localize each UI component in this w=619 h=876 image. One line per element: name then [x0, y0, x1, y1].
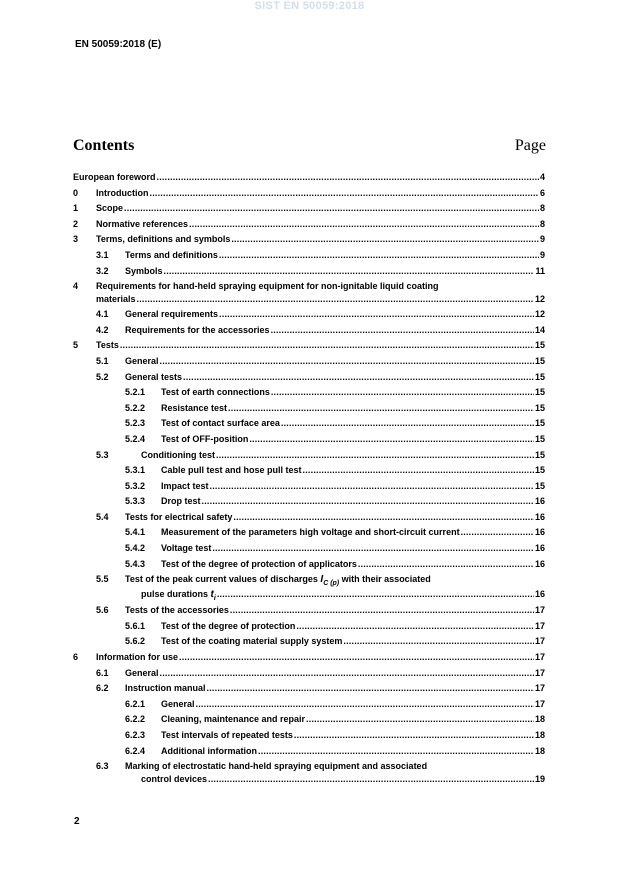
toc-entry[interactable] — [73, 232, 545, 248]
toc-entry-number: 6.2.1 — [125, 698, 146, 709]
toc-entry-title: Cleaning, maintenance and repair — [161, 714, 306, 725]
toc-entry-page: 6 — [539, 187, 545, 198]
symbol-duration — [210, 589, 216, 603]
toc-entry-title: Test of contact surface area — [161, 418, 280, 429]
toc-entry-title: Scope — [96, 203, 124, 214]
toc-entry-title: Additional information — [161, 745, 257, 756]
toc-entry-page: 12 — [534, 309, 545, 320]
document-id: EN 50059:2018 (E) — [75, 39, 162, 50]
toc-entry-title: Terms and definitions — [125, 249, 218, 260]
toc-entry[interactable] — [73, 416, 545, 432]
toc-entry[interactable] — [73, 541, 545, 557]
toc-entry-title: General — [161, 698, 195, 709]
toc-entry-number: 6.3 — [96, 761, 109, 772]
symbol-duration-main: t — [210, 589, 214, 601]
toc-entry-page: 16 — [534, 496, 545, 507]
toc-entry-number: 5.2.1 — [125, 387, 146, 398]
toc-entry-title: Introduction — [96, 187, 149, 198]
toc-entry-title: General tests — [125, 371, 183, 382]
toc-title: Contents — [73, 137, 135, 154]
toc-entry-title: General requirements — [125, 309, 219, 320]
watermark: SIST EN 50059:2018 — [254, 0, 365, 12]
toc-entry[interactable] — [73, 728, 545, 744]
toc-entry-title: Cable pull test and hose pull test — [161, 465, 302, 476]
toc-entry-title: Test of earth connections — [161, 387, 270, 398]
symbol-current — [320, 574, 340, 588]
toc-entry[interactable] — [73, 681, 545, 697]
toc-entry-number: 5.6.2 — [125, 636, 146, 647]
toc-entry-number: 5.2.3 — [125, 418, 146, 429]
toc-entry-number: 5.3 — [96, 449, 109, 460]
toc-entry-title: Instruction manual — [125, 683, 206, 694]
toc-entry-number: 0 — [73, 187, 79, 198]
toc-entry[interactable] — [73, 525, 545, 541]
toc-entry[interactable] — [73, 650, 545, 666]
toc-entry-page: 17 — [534, 620, 545, 631]
toc-entry-page: 16 — [534, 511, 545, 522]
toc-entry-page: 18 — [534, 714, 545, 725]
toc-entry[interactable] — [73, 697, 545, 713]
toc-entry-number: 3.1 — [96, 249, 109, 260]
toc-entry-page: 16 — [534, 558, 545, 569]
toc-entry[interactable] — [73, 186, 545, 202]
toc-entry-title: General — [125, 667, 159, 678]
toc-entry-page: 15 — [534, 387, 545, 398]
toc-entry-page: 14 — [534, 324, 545, 335]
symbol-duration-sub: i — [213, 595, 216, 603]
toc-entry-title-post: with their associated — [341, 574, 431, 585]
toc-entry-title: Tests of the accessories — [125, 605, 229, 616]
toc-entry-number: 6.2.3 — [125, 730, 146, 740]
toc-entry-page: 16 — [534, 589, 545, 600]
toc-entry-page: 4 — [539, 172, 545, 182]
toc-entry[interactable] — [73, 201, 545, 217]
toc-entry-page: 12 — [534, 293, 545, 304]
toc-entry-page: 17 — [534, 667, 545, 678]
toc-entry-page: 16 — [534, 527, 545, 538]
toc-entry[interactable] — [73, 264, 545, 280]
toc-entry-page: 18 — [534, 730, 545, 740]
toc-entry-title: General — [125, 355, 159, 366]
toc-entry-title: Normative references — [96, 218, 189, 229]
toc-entry-page: 8 — [539, 203, 545, 214]
symbol-current-main: I — [320, 574, 324, 586]
toc-entry-page: 19 — [534, 773, 545, 784]
toc-entry-title: Measurement of the parameters high voltage and short-circuit current — [161, 527, 460, 538]
toc-entry[interactable] — [73, 572, 545, 603]
toc-entry-title: Impact test — [161, 480, 209, 491]
toc-entry-page: 17 — [534, 683, 545, 694]
toc-entry[interactable] — [73, 463, 545, 479]
toc-entry-number: 6.1 — [96, 667, 109, 678]
toc-entry-page: 16 — [534, 543, 545, 554]
toc-entry[interactable] — [73, 619, 545, 635]
toc-entry-number: 5.4 — [96, 511, 109, 522]
toc-entry-title: Conditioning test — [141, 449, 215, 460]
toc-entry-number: 3.2 — [96, 265, 109, 276]
toc-entry-page: 15 — [534, 418, 545, 429]
toc-entry-page: 15 — [534, 480, 545, 491]
toc-entry-title: European foreword — [73, 172, 156, 182]
toc-entry-page: 15 — [534, 371, 545, 382]
toc-entry-page: 17 — [534, 698, 545, 709]
toc-entry[interactable] — [73, 666, 545, 682]
toc-entry-number: 5.2 — [96, 371, 109, 382]
toc-entry[interactable] — [73, 370, 545, 386]
toc-entry-title: Test of OFF-position — [161, 433, 249, 444]
toc-entry-page: 15 — [534, 340, 545, 351]
toc-entry-page: 15 — [534, 465, 545, 476]
toc-entry-title: Drop test — [161, 496, 201, 507]
toc-entry[interactable] — [73, 170, 545, 186]
toc-entry-page: 15 — [534, 402, 545, 413]
toc-entry-number: 1 — [73, 203, 79, 214]
toc-entry[interactable] — [73, 217, 545, 233]
toc-entry-number: 5.3.2 — [125, 480, 146, 491]
toc-entry-title: Test of the degree of protection of applicators — [161, 558, 357, 569]
toc-entry[interactable] — [73, 432, 545, 448]
toc-page-label: Page — [514, 137, 546, 154]
toc-entry[interactable] — [73, 479, 545, 495]
toc-entry-title: Tests — [96, 340, 119, 351]
toc-entry[interactable] — [73, 354, 545, 370]
toc-entry[interactable] — [73, 248, 545, 264]
toc-entry-number: 6.2 — [96, 683, 109, 694]
toc-entry-number: 5.2.4 — [125, 433, 146, 444]
toc-entry-title: Resistance test — [161, 402, 228, 413]
toc-entry[interactable] — [73, 279, 545, 307]
toc-entry-page: 8 — [539, 218, 545, 229]
toc-entry[interactable] — [73, 338, 545, 354]
toc-entry-number: 4.2 — [96, 324, 109, 335]
toc-entry-title: Information for use — [96, 652, 179, 663]
toc-entry[interactable] — [73, 759, 545, 787]
toc-entry-number: 5.2.2 — [125, 402, 146, 413]
toc-entry-page: 17 — [534, 652, 545, 663]
toc-entry-title-pre: Test of the peak current values of discharges — [125, 574, 318, 585]
toc-entry-number: 5.5 — [96, 574, 109, 585]
toc-entry-title-line2: materials — [96, 293, 136, 304]
toc-entry-page: 15 — [534, 433, 545, 444]
toc-entry-title-line1: Marking of electrostatic hand-held spraying equipment and associated — [125, 761, 428, 772]
toc-entry[interactable] — [73, 603, 545, 619]
toc-entry-number: 6.2.2 — [125, 714, 146, 725]
toc-entry-title: Requirements for the accessories — [125, 324, 270, 335]
toc-entry-number: 5.3.1 — [125, 465, 146, 476]
toc-entry-title: Tests for electrical safety — [125, 511, 233, 522]
toc-entry[interactable] — [73, 448, 545, 464]
toc-entry[interactable] — [73, 494, 545, 510]
toc-entry[interactable] — [73, 401, 545, 417]
toc-entry-number: 5.4.3 — [125, 558, 146, 569]
toc-entry-page: 17 — [534, 605, 545, 616]
toc-entry-number: 5.6 — [96, 605, 109, 616]
toc-entry-number: 5.1 — [96, 355, 109, 366]
toc-entry-title: Voltage test — [161, 543, 212, 554]
toc-entry-number: 2 — [73, 218, 79, 229]
toc-entry-title-line2-text: pulse durations — [141, 589, 209, 600]
toc-entry-page: 9 — [539, 249, 545, 260]
toc-entry-number: 3 — [73, 234, 79, 245]
toc-entry-number: 4.1 — [96, 309, 109, 320]
toc-entry-page: 11 — [535, 265, 545, 276]
toc-entry-page: 15 — [534, 355, 545, 366]
toc-entry-title-line2: control devices — [141, 773, 208, 784]
toc-entry-title: Test of the degree of protection — [161, 620, 296, 631]
table-of-contents — [73, 170, 545, 787]
toc-entry-number: 5.4.1 — [125, 527, 146, 538]
toc-entry[interactable] — [73, 323, 545, 339]
toc-entry-number: 5.6.1 — [125, 620, 146, 631]
toc-entry[interactable] — [73, 634, 545, 650]
toc-entry-page: 15 — [534, 449, 545, 460]
toc-entry-number: 5 — [73, 340, 79, 351]
toc-entry-number: 5.4.2 — [125, 543, 146, 554]
toc-entry[interactable] — [73, 307, 545, 323]
toc-entry-title: Terms, definitions and symbols — [96, 234, 231, 245]
toc-entry-page: 18 — [534, 745, 545, 756]
page-number: 2 — [74, 816, 80, 827]
toc-entry[interactable] — [73, 712, 545, 728]
toc-entry-title: Test of the coating material supply system — [161, 636, 343, 647]
toc-entry[interactable] — [73, 385, 545, 401]
toc-entry[interactable] — [73, 744, 545, 760]
toc-entry-title: Test intervals of repeated tests — [161, 730, 293, 740]
toc-entry-title: Symbols — [125, 265, 163, 276]
symbol-current-sub: C (p) — [323, 580, 340, 588]
toc-entry-page: 9 — [539, 234, 545, 245]
toc-entry-page: 17 — [534, 636, 545, 647]
toc-entry-number: 6 — [73, 652, 79, 663]
toc-entry[interactable] — [73, 557, 545, 573]
toc-entry-number: 5.3.3 — [125, 496, 146, 507]
toc-entry-number: 6.2.4 — [125, 745, 146, 756]
toc-entry-number: 4 — [73, 281, 79, 292]
toc-entry[interactable] — [73, 510, 545, 526]
toc-entry-title-line1: Requirements for hand-held spraying equipment for non-ignitable liquid coating — [96, 281, 439, 292]
